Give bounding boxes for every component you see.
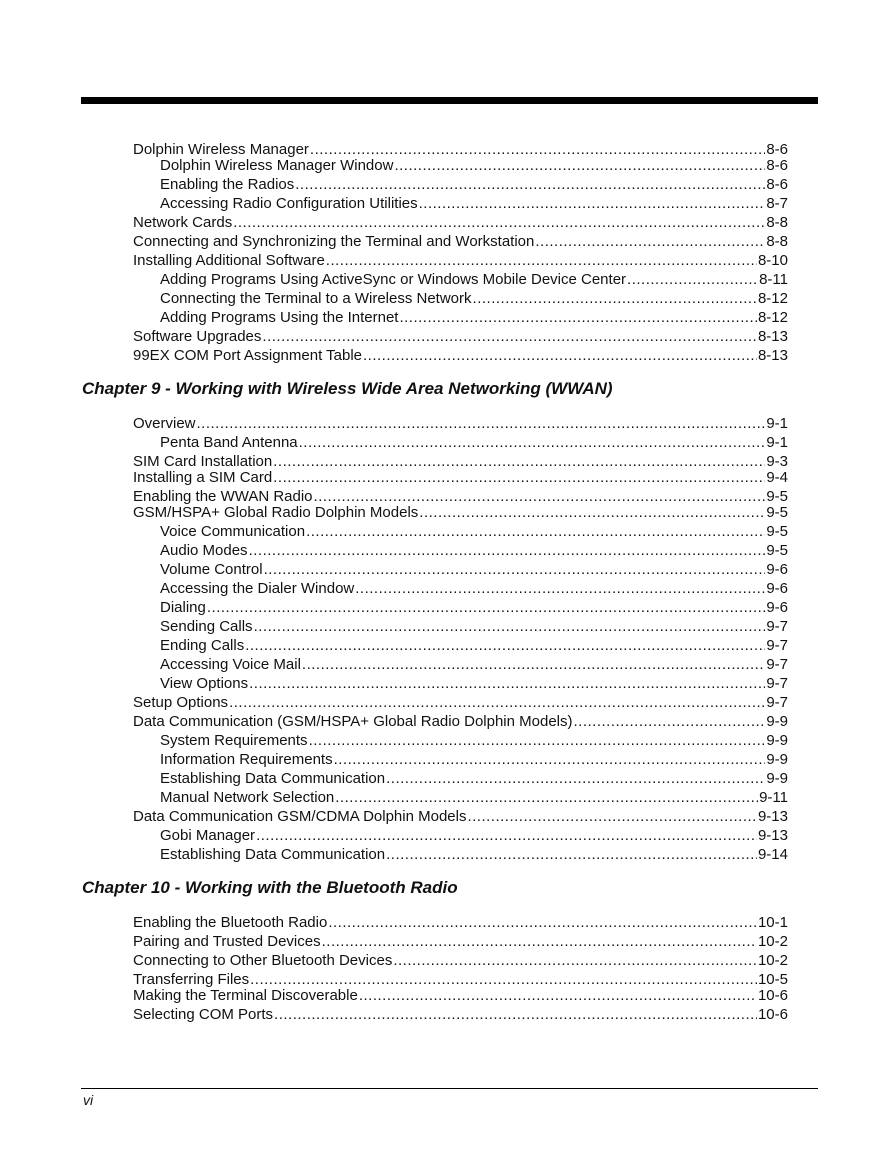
dot-leader: [295, 176, 765, 194]
toc-entry-title: Adding Programs Using the Internet: [160, 309, 399, 326]
toc-entry-page: 9-11: [759, 789, 788, 806]
dot-leader: [302, 656, 765, 674]
toc-entry-page: 9-9: [766, 713, 788, 730]
toc-entry[interactable]: [160, 599, 788, 617]
toc-entry-page: 9-9: [766, 751, 788, 768]
toc-entry[interactable]: [160, 523, 788, 541]
toc-entry-page: 8-13: [757, 347, 788, 364]
toc-entry-title: 99EX COM Port Assignment Table: [133, 347, 362, 364]
toc-entry-page: 9-1: [766, 415, 788, 432]
toc-entry-title: GSM/HSPA+ Global Radio Dolphin Models: [133, 504, 419, 521]
dot-leader: [627, 271, 758, 289]
toc-entry-page: 9-14: [757, 846, 788, 863]
toc-entry-page: 9-7: [766, 675, 788, 692]
dot-leader: [326, 252, 757, 270]
dot-leader: [306, 523, 765, 541]
dot-leader: [363, 347, 757, 365]
dot-leader: [229, 694, 765, 712]
dot-leader: [419, 504, 765, 522]
toc-entry-page: 9-5: [766, 523, 788, 540]
toc-entry-title: Accessing the Dialer Window: [160, 580, 355, 597]
toc-entry[interactable]: [133, 1006, 788, 1024]
dot-leader: [473, 290, 757, 308]
toc-entry-page: 9-3: [766, 453, 788, 470]
toc-entry-page: 10-2: [757, 952, 788, 969]
dot-leader: [233, 214, 765, 232]
toc-entry-title: Voice Communication: [160, 523, 306, 540]
dot-leader: [309, 732, 766, 750]
toc-entry-page: 9-5: [766, 488, 788, 505]
toc-entry-page: 9-7: [766, 656, 788, 673]
toc-entry[interactable]: [133, 933, 788, 951]
toc-entry-page: 8-8: [766, 233, 788, 250]
toc-entry-title: Connecting the Terminal to a Wireless Network: [160, 290, 472, 307]
dot-leader: [256, 827, 757, 845]
toc-entry[interactable]: [133, 415, 788, 433]
footer-rule: [81, 1088, 818, 1089]
dot-leader: [254, 618, 766, 636]
toc-entry-page: 8-13: [757, 328, 788, 345]
toc-entry-page: 9-6: [766, 580, 788, 597]
toc-entry-title: Volume Control: [160, 561, 263, 578]
toc-entry-page: 8-8: [766, 214, 788, 231]
toc-entry[interactable]: [133, 328, 788, 346]
toc-entry-title: Penta Band Antenna: [160, 434, 298, 451]
dot-leader: [249, 675, 765, 693]
toc-entry-page: 8-6: [766, 157, 788, 174]
toc-entry-title: System Requirements: [160, 732, 308, 749]
toc-entry[interactable]: [133, 504, 788, 522]
chapter-heading: Chapter 10 - Working with the Bluetooth Radio: [82, 878, 458, 897]
toc-entry-title: Installing Additional Software: [133, 252, 325, 269]
toc-entry[interactable]: [160, 732, 788, 750]
toc-entry-title: View Options: [160, 675, 249, 692]
dot-leader: [274, 1006, 757, 1024]
toc-entry[interactable]: [160, 290, 788, 308]
dot-leader: [467, 808, 757, 826]
toc-entry-page: 8-12: [757, 290, 788, 307]
toc-entry[interactable]: [133, 252, 788, 270]
toc-entry[interactable]: [160, 675, 788, 693]
toc-entry-page: 9-13: [757, 827, 788, 844]
toc-entry[interactable]: [133, 987, 788, 1005]
toc-entry-title: Accessing Radio Configuration Utilities: [160, 195, 418, 212]
toc-entry[interactable]: [160, 751, 788, 769]
toc-entry-title: Making the Terminal Discoverable: [133, 987, 358, 1004]
dot-leader: [322, 933, 757, 951]
toc-entry-page: 10-1: [757, 914, 788, 931]
dot-leader: [386, 770, 765, 788]
toc-entry-title: Network Cards: [133, 214, 233, 231]
toc-entry-page: 9-7: [766, 637, 788, 654]
toc-entry-title: Establishing Data Communication: [160, 846, 386, 863]
toc-entry-title: Gobi Manager: [160, 827, 256, 844]
toc-entry-title: Installing a SIM Card: [133, 469, 273, 486]
dot-leader: [245, 637, 765, 655]
toc-entry[interactable]: [133, 713, 788, 731]
dot-leader: [399, 309, 757, 327]
dot-leader: [262, 328, 757, 346]
dot-leader: [197, 415, 766, 433]
toc-entry-page: 8-11: [759, 271, 788, 288]
toc-entry[interactable]: [160, 176, 788, 194]
toc-entry-title: Pairing and Trusted Devices: [133, 933, 321, 950]
toc-entry-title: Dolphin Wireless Manager Window: [160, 157, 394, 174]
toc-entry-title: Enabling the WWAN Radio: [133, 488, 313, 505]
dot-leader: [335, 789, 758, 807]
toc-entry-title: Selecting COM Ports: [133, 1006, 274, 1023]
toc-entry-page: 9-5: [766, 542, 788, 559]
toc-entry-title: Software Upgrades: [133, 328, 262, 345]
toc-entry[interactable]: [160, 656, 788, 674]
toc-entry-title: Sending Calls: [160, 618, 253, 635]
dot-leader: [264, 561, 766, 579]
dot-leader: [299, 434, 766, 452]
toc-entry-title: SIM Card Installation: [133, 453, 273, 470]
toc-entry[interactable]: [160, 157, 788, 175]
toc-entry-page: 9-1: [766, 434, 788, 451]
toc-entry-page: 9-6: [766, 599, 788, 616]
toc-entry-title: Ending Calls: [160, 637, 245, 654]
toc-entry[interactable]: [160, 637, 788, 655]
toc-entry-title: Accessing Voice Mail: [160, 656, 301, 673]
toc-entry-page: 8-10: [757, 252, 788, 269]
dot-leader: [249, 542, 766, 560]
toc-entry[interactable]: [160, 309, 788, 327]
dot-leader: [355, 580, 765, 598]
dot-leader: [535, 233, 765, 251]
toc-entry-title: Data Communication (GSM/HSPA+ Global Radio Dolphin Models): [133, 713, 573, 730]
toc-entry-page: 9-9: [766, 770, 788, 787]
toc-entry-title: Dolphin Wireless Manager: [133, 141, 309, 158]
toc-entry-page: 10-5: [757, 971, 788, 988]
dot-leader: [359, 987, 757, 1005]
dot-leader: [334, 751, 766, 769]
toc-entry-page: 8-6: [766, 141, 788, 158]
toc-entry[interactable]: [160, 827, 788, 845]
toc-entry[interactable]: [133, 214, 788, 232]
toc-entry[interactable]: [160, 580, 788, 598]
dot-leader: [574, 713, 766, 731]
toc-entry[interactable]: [133, 233, 788, 251]
toc-entry-title: Enabling the Bluetooth Radio: [133, 914, 328, 931]
toc-entry-title: Adding Programs Using ActiveSync or Windows Mobile Device Center: [160, 271, 627, 288]
page-number: vi: [83, 1092, 94, 1108]
toc-entry-page: 9-5: [766, 504, 788, 521]
chapter-heading: Chapter 9 - Working with Wireless Wide Area Networking (WWAN): [82, 379, 613, 398]
toc-entry-page: 10-6: [757, 1006, 788, 1023]
toc-entry-page: 9-6: [766, 561, 788, 578]
toc-entry[interactable]: [160, 846, 788, 864]
dot-leader: [273, 469, 765, 487]
toc-entry-page: 10-2: [757, 933, 788, 950]
toc-entry-title: Establishing Data Communication: [160, 770, 386, 787]
toc-entry[interactable]: [133, 694, 788, 712]
toc-entry-title: Dialing: [160, 599, 206, 616]
toc-entry[interactable]: [160, 789, 788, 807]
toc-entry[interactable]: [160, 561, 788, 579]
toc-entry-page: 10-6: [757, 987, 788, 1004]
toc-entry[interactable]: [160, 618, 788, 636]
toc-entry-title: Connecting to Other Bluetooth Devices: [133, 952, 393, 969]
toc-entry[interactable]: [160, 770, 788, 788]
toc-entry-title: Setup Options: [133, 694, 229, 711]
toc-entry-page: 8-7: [766, 195, 788, 212]
toc-entry-page: 8-12: [757, 309, 788, 326]
toc-entry[interactable]: [160, 195, 788, 213]
toc-entry-page: 9-4: [766, 469, 788, 486]
toc-entry-page: 9-13: [757, 808, 788, 825]
toc-entry[interactable]: [133, 808, 788, 826]
toc-entry[interactable]: [133, 469, 788, 487]
header-rule: [81, 97, 818, 104]
toc-entry-title: Data Communication GSM/CDMA Dolphin Models: [133, 808, 467, 825]
toc-entry-page: 9-7: [766, 694, 788, 711]
dot-leader: [394, 157, 765, 175]
dot-leader: [207, 599, 765, 617]
dot-leader: [328, 914, 757, 932]
dot-leader: [393, 952, 757, 970]
toc-entry[interactable]: [160, 271, 788, 289]
toc-entry-title: Connecting and Synchronizing the Terminal and Workstation: [133, 233, 535, 250]
toc-entry-page: 8-6: [766, 176, 788, 193]
toc-entry-title: Audio Modes: [160, 542, 248, 559]
toc-entry-page: 9-7: [766, 618, 788, 635]
toc-entry[interactable]: [133, 347, 788, 365]
dot-leader: [386, 846, 757, 864]
toc-entry[interactable]: [160, 542, 788, 560]
toc-entry[interactable]: [133, 914, 788, 932]
toc-entry-title: Overview: [133, 415, 196, 432]
toc-entry[interactable]: [160, 434, 788, 452]
dot-leader: [419, 195, 766, 213]
toc-entry-page: 9-9: [766, 732, 788, 749]
toc-entry-title: Transferring Files: [133, 971, 250, 988]
toc-entry-title: Enabling the Radios: [160, 176, 295, 193]
toc-entry-title: Manual Network Selection: [160, 789, 335, 806]
toc-entry-title: Information Requirements: [160, 751, 333, 768]
toc-entry[interactable]: [133, 952, 788, 970]
